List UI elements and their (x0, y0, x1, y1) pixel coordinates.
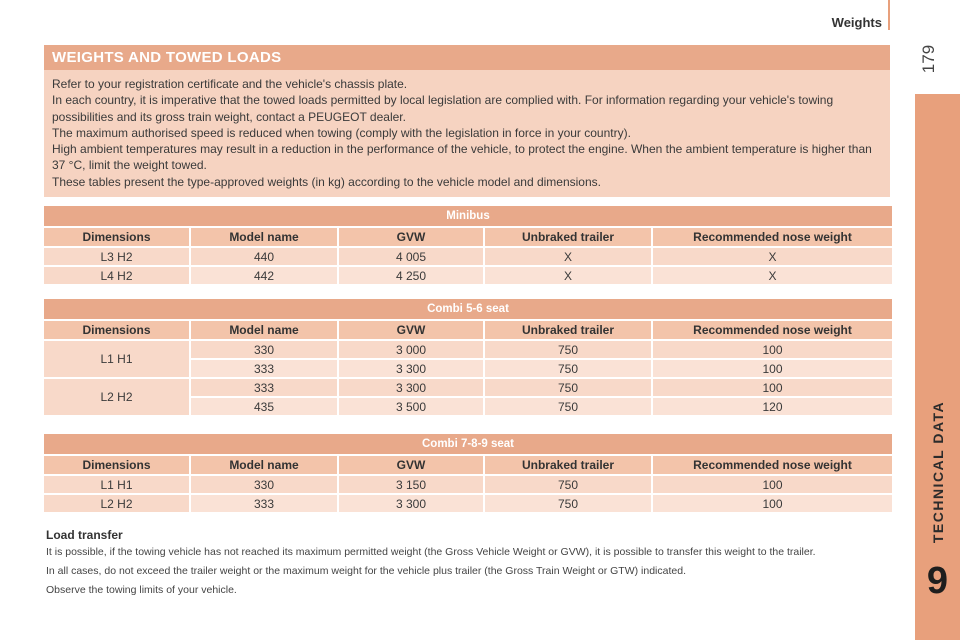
model-name-cell: 440 (190, 247, 338, 266)
nose-weight-cell: X (652, 247, 892, 266)
table-row (44, 247, 892, 266)
header-divider (888, 0, 890, 30)
nose-weight-cell: 100 (652, 494, 892, 513)
column-header-model-name: Model name (190, 455, 338, 475)
load-transfer-paragraph: Observe the towing limits of your vehicle. (46, 584, 237, 596)
column-header-gvw: GVW (338, 227, 484, 247)
unbraked-trailer-cell: 750 (484, 340, 652, 359)
intro-paragraph: These tables present the type-approved weights (in kg) according to the vehicle model and dimensions. (52, 174, 601, 189)
chapter-label: TECHNICAL DATA (930, 400, 946, 544)
dimension-cell: L1 H1 (44, 340, 190, 378)
column-header-unbraked-trailer: Unbraked trailer (484, 455, 652, 475)
unbraked-trailer-cell: 750 (484, 494, 652, 513)
nose-weight-cell: X (652, 266, 892, 285)
intro-paragraph: High ambient temperatures may result in a reduction in the performance of the vehicle, to protect the engine. When the ambient temperature is higher than 37 °C, limit the weight towed. (52, 142, 872, 173)
column-header-gvw: GVW (338, 320, 484, 340)
dimension-cell: L1 H1 (44, 475, 190, 494)
column-header-unbraked-trailer: Unbraked trailer (484, 320, 652, 340)
model-name-cell: 333 (190, 378, 338, 397)
intro-paragraph: In each country, it is imperative that the towed loads permitted by local legislation are complied with. For information regarding your vehicle's towing possibilities and its gross train weight, contact a PEUGEOT dealer. (52, 93, 834, 124)
table-row (44, 378, 892, 397)
nose-weight-cell: 100 (652, 340, 892, 359)
gvw-cell: 3 150 (338, 475, 484, 494)
table-row (44, 475, 892, 494)
table-row (44, 494, 892, 513)
column-header-unbraked-trailer: Unbraked trailer (484, 227, 652, 247)
gvw-cell: 3 300 (338, 359, 484, 378)
section-title: Weights (831, 15, 882, 30)
table-row (44, 266, 892, 285)
gvw-cell: 4 005 (338, 247, 484, 266)
model-name-cell: 333 (190, 359, 338, 378)
model-name-cell: 330 (190, 475, 338, 494)
table-caption: Minibus (44, 206, 892, 227)
unbraked-trailer-cell: X (484, 266, 652, 285)
nose-weight-cell: 120 (652, 397, 892, 416)
model-name-cell: 330 (190, 340, 338, 359)
load-transfer-paragraph: In all cases, do not exceed the trailer weight or the maximum weight for the vehicle plus trailer (the Gross Train Weight or GTW) indicated. (46, 565, 686, 577)
load-transfer-section (46, 528, 906, 603)
load-transfer-paragraph: It is possible, if the towing vehicle has not reached its maximum permitted weight (the Gross Vehicle Weight or GVW), it is possible to transfer this weight to the trailer. (46, 546, 816, 558)
dimension-cell: L3 H2 (44, 247, 190, 266)
gvw-cell: 3 300 (338, 494, 484, 513)
gvw-cell: 3 500 (338, 397, 484, 416)
table-caption: Combi 5-6 seat (44, 299, 892, 320)
intro-paragraph: Refer to your registration certificate and the vehicle's chassis plate. (52, 77, 408, 91)
weights-table-combi-7-8-9 (44, 434, 892, 514)
weights-table-minibus (44, 206, 892, 286)
nose-weight-cell: 100 (652, 378, 892, 397)
column-header-nose-weight: Recommended nose weight (652, 320, 892, 340)
column-header-dimensions: Dimensions (44, 227, 190, 247)
unbraked-trailer-cell: X (484, 247, 652, 266)
unbraked-trailer-cell: 750 (484, 397, 652, 416)
unbraked-trailer-cell: 750 (484, 359, 652, 378)
load-transfer-title: Load transfer (46, 528, 123, 542)
column-header-nose-weight: Recommended nose weight (652, 455, 892, 475)
model-name-cell: 333 (190, 494, 338, 513)
gvw-cell: 3 000 (338, 340, 484, 359)
dimension-cell: L2 H2 (44, 494, 190, 513)
dimension-cell: L4 H2 (44, 266, 190, 285)
page-number: 179 (919, 44, 938, 74)
chapter-number: 9 (926, 560, 949, 602)
unbraked-trailer-cell: 750 (484, 378, 652, 397)
table-row (44, 340, 892, 359)
intro-title: WEIGHTS AND TOWED LOADS (44, 45, 890, 70)
nose-weight-cell: 100 (652, 475, 892, 494)
dimension-cell: L2 H2 (44, 378, 190, 416)
intro-paragraph: The maximum authorised speed is reduced when towing (comply with the legislation in force in your country). (52, 125, 631, 140)
intro-body (44, 70, 890, 190)
gvw-cell: 3 300 (338, 378, 484, 397)
gvw-cell: 4 250 (338, 266, 484, 285)
column-header-dimensions: Dimensions (44, 320, 190, 340)
column-header-nose-weight: Recommended nose weight (652, 227, 892, 247)
nose-weight-cell: 100 (652, 359, 892, 378)
column-header-dimensions: Dimensions (44, 455, 190, 475)
unbraked-trailer-cell: 750 (484, 475, 652, 494)
column-header-model-name: Model name (190, 320, 338, 340)
intro-box (44, 45, 890, 197)
table-caption: Combi 7-8-9 seat (44, 434, 892, 455)
weights-table-combi-5-6 (44, 299, 892, 417)
column-header-gvw: GVW (338, 455, 484, 475)
column-header-model-name: Model name (190, 227, 338, 247)
model-name-cell: 442 (190, 266, 338, 285)
model-name-cell: 435 (190, 397, 338, 416)
